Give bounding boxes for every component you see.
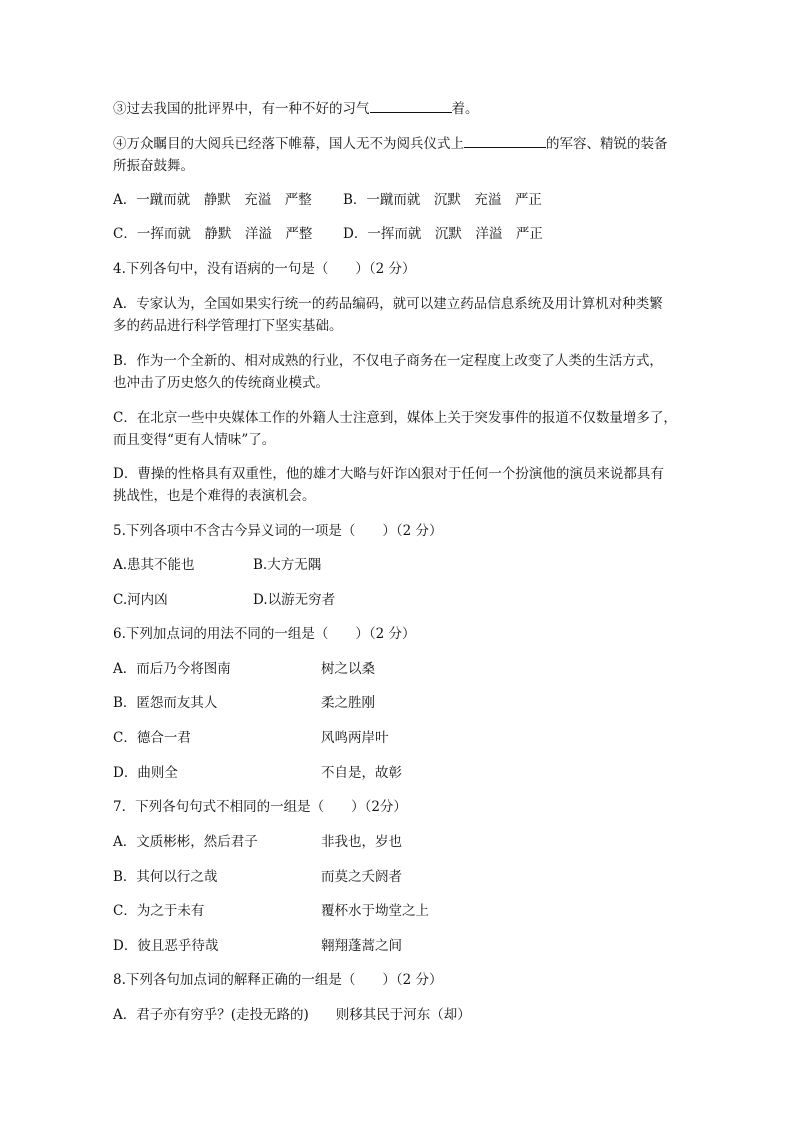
q5-option-c[interactable]: C.河内凶 [113,592,168,608]
q5-option-a[interactable]: A.患其不能也 [113,557,195,573]
q3-option-a[interactable]: A．一蹴而就 静默 充溢 严整 [113,192,312,208]
q4-option-a-line1[interactable]: A．专家认为，全国如果实行统一的药品编码，就可以建立药品信息系统及用计算机对种类繁 [113,296,663,312]
q6-option-right: 柔之胜刚 [321,695,375,711]
q7-option-row[interactable] [113,866,687,888]
q8-stem: 8.下列各句加点词的解释正确的一组是（ ）（2 分） [113,972,443,988]
q6-stem: 6.下列加点词的用法不同的一组是（ ）（2 分） [113,626,416,642]
q5-stem: 5.下列各项中不含古今异义词的一项是（ ）（2 分） [113,523,443,539]
q3-s3-tail: 着。 [451,101,479,117]
q3-option-b[interactable]: B．一蹴而就 沉默 充溢 严正 [343,192,542,208]
q3-sentence-4-cont: 所振奋鼓舞。 [113,158,194,174]
q5-options-row-1 [113,554,687,576]
q6-option-right: 不自是，故彰 [321,765,402,781]
q7-option-left: B．其何以行之哉 [113,869,218,885]
q6-option-right: 树之以桑 [321,661,375,677]
q6-option-row[interactable] [113,658,687,680]
q5-option-b[interactable]: B.大方无隅 [253,557,322,573]
q7-option-right: 覆杯水于坳堂之上 [321,903,429,919]
q4-stem: 4.下列各句中，没有语病的一句是（ ）（2 分） [113,261,416,277]
q3-s4-text: ④万众瞩目的大阅兵已经落下帷幕，国人无不为阅兵仪式上 [113,136,464,152]
q3-sentence-3 [113,98,687,120]
q6-option-right: 风鸣两岸叶 [321,730,389,746]
q7-option-left: A．文质彬彬，然后君子 [113,834,258,850]
q4-option-d-line1[interactable]: D．曹操的性格具有双重性，他的雄才大略与奸诈凶狠对于任何一个扮演他的演员来说都具有 [113,466,664,482]
q6-option-left: B．匿怨而友其人 [113,695,218,711]
q3-sentence-4 [113,133,687,155]
q3-options-row-1 [113,189,687,211]
q8-option-a[interactable]: A．君子亦有穷乎？(走投无路的) 则移其民于河东（却） [113,1007,471,1023]
q3-s4-tail: 的军容、精锐的装备 [546,136,668,152]
q7-option-row[interactable] [113,831,687,853]
fill-blank[interactable] [370,98,452,113]
q7-option-row[interactable] [113,935,687,957]
q4-option-d-line2: 挑战性，也是个难得的表演机会。 [113,488,316,504]
q7-option-right: 翱翔蓬蒿之间 [321,938,402,954]
q3-options-row-2 [113,223,687,245]
q6-option-left: C．德合一君 [113,730,191,746]
q5-option-d[interactable]: D.以游无穷者 [253,592,336,608]
q7-option-right: 非我也，岁也 [321,834,402,850]
q4-option-b-line1[interactable]: B．作为一个全新的、相对成熟的行业，不仅电子商务在一定程度上改变了人类的生活方式， [113,353,663,369]
q3-option-d[interactable]: D．一挥而就 沉默 洋溢 严正 [343,226,543,242]
q3-option-c[interactable]: C．一挥而就 静默 洋溢 严整 [113,226,313,242]
q6-option-row[interactable] [113,692,687,714]
q7-stem: 7．下列各句句式不相同的一组是（ ）（2分） [113,799,407,815]
q3-s3-text: ③过去我国的批评界中，有一种不好的习气 [113,101,370,117]
q5-options-row-2 [113,589,687,611]
q4-option-c-line2: 而且变得“更有人情味”了。 [113,432,276,448]
q4-option-b-line2: 也冲击了历史悠久的传统商业模式。 [113,375,329,391]
q6-option-row[interactable] [113,727,687,749]
q4-option-a-line2: 多的药品进行科学管理打下坚实基础。 [113,318,343,334]
q6-option-left: A．而后乃今将图南 [113,661,231,677]
q6-option-row[interactable] [113,762,687,784]
fill-blank[interactable] [464,133,546,148]
q7-option-right: 而莫之夭阏者 [321,869,402,885]
q6-option-left: D．曲则全 [113,765,178,781]
q4-option-c-line1[interactable]: C．在北京一些中央媒体工作的外籍人士注意到，媒体上关于突发事件的报道不仅数量增多了， [113,410,677,426]
q7-option-left: C．为之于未有 [113,903,205,919]
q7-option-row[interactable] [113,900,687,922]
q7-option-left: D．彼且恶乎待哉 [113,938,219,954]
